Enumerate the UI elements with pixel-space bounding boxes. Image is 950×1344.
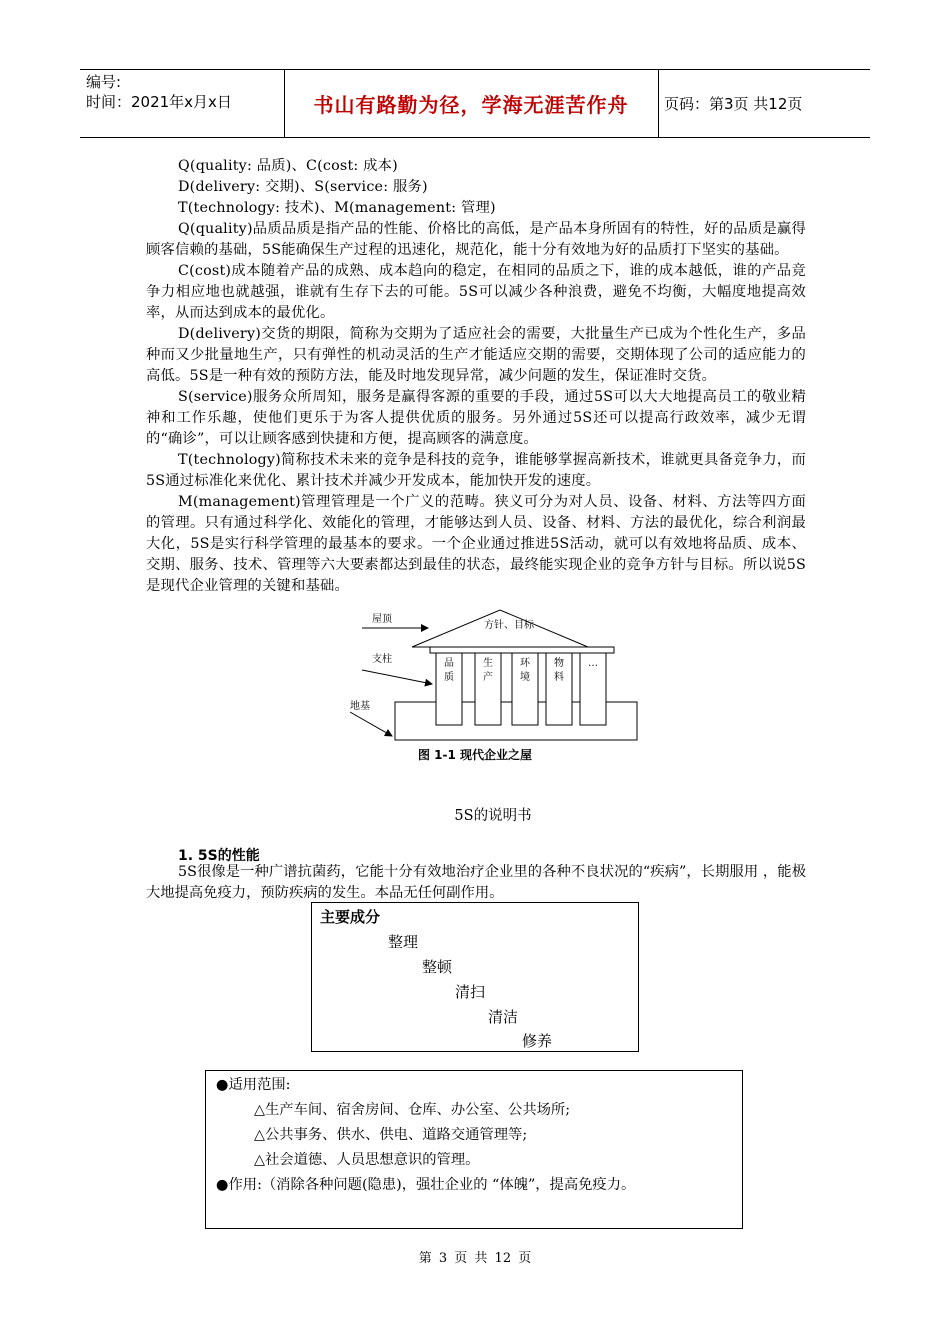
header-divider: [658, 70, 659, 137]
header-meta: [86, 72, 282, 112]
ingredient-item: 清洁: [488, 1008, 519, 1026]
paragraph-technology: T(technology)简称技术未来的竞争是科技的竞争，谁能够掌握高新技术，谁就更具备竞争力，而5S通过标准化来优化、累计技术并减少开发成本，能加快开发的速度。: [146, 452, 806, 489]
pillar-arrow: [362, 670, 432, 684]
paragraph-management: M(management)管理管理是一个广义的范畴。狭义可分为对人员、设备、材料、方法等四方面的管理。只有通过科学化、效能化的管理，才能够达到人员、设备、材料、方法的最优化，综合利润最大化，5S是实行科学管理的最基本的要求。一个企业通过推进5S活动，就可以有效地将品质、成本、交期、服务、技术、管理等六大要素都达到最佳的状态，最终能实现企业的竞争方针与目标。所以说5S是现代企业管理的关键和基础。: [146, 494, 806, 594]
text-line: D(delivery: 交期)、S(service: 服务): [178, 179, 428, 195]
header-motto: 书山有路勤为径，学海无涯苦作舟: [313, 93, 629, 117]
pillar-label: …: [588, 658, 598, 669]
ingredient-item: 整顿: [422, 958, 453, 976]
foundation-arrow: [350, 712, 392, 736]
ingredient-item: 整理: [388, 933, 419, 951]
text-line: T(technology: 技术)、M(management: 管理): [178, 200, 496, 216]
scope-item: △社会道德、人员思想意识的管理。: [254, 1152, 480, 1168]
paragraph-service: S(service)服务众所周知，服务是赢得客源的重要的手段，通过5S可以大大地提高员工的敬业精神和工作乐趣，使他们更乐于为客人提供优质的服务。另外通过5S还可以提高行政效率，减少无谓的“确诊”，可以让顾客感到快捷和方便，提高顾客的满意度。: [146, 389, 806, 447]
pillar-label: 环境: [520, 658, 530, 683]
pillar-label: 生产: [483, 658, 493, 683]
pillar-label: 物料: [554, 658, 564, 683]
paragraph-delivery: D(delivery)交货的期限，简称为交期为了适应社会的需要，大批量生产已成为个性化生产，多品种而又少批量地生产，只有弹性的机动灵活的生产才能适应交期的需要，交期体现了公司的适应能力的高低。5S是一种有效的预防方法，能及时地发现异常，减少问题的发生，保证准时交货。: [146, 326, 806, 384]
scope-item: △公共事务、供水、供电、道路交通管理等;: [254, 1127, 528, 1143]
section-subheading: 1. 5S的性能: [178, 848, 260, 864]
scope-effect: ●作用:（消除各种问题(隐患)，强壮企业的 “体魄”，提高免疫力。: [216, 1177, 636, 1193]
scope-item: △生产车间、宿舍房间、仓库、办公室、公共场所;: [254, 1102, 571, 1118]
figure-caption: 图 1-1 现代企业之屋: [417, 748, 533, 762]
doc-number-label: 编号:: [86, 73, 122, 91]
pillar-frame: [430, 647, 614, 653]
page-header: [80, 69, 870, 138]
ingredients-box: [311, 902, 639, 1052]
foundation-label: 地基: [350, 701, 370, 712]
ingredient-item: 修养: [522, 1032, 553, 1050]
scope-box: [205, 1070, 743, 1229]
body-text: [146, 156, 806, 597]
enterprise-house-diagram: [340, 606, 650, 750]
ingredient-item: 清扫: [455, 983, 486, 1001]
section-intro: [146, 862, 806, 904]
intro-paragraph: 5S很像是一种广谱抗菌药，它能十分有效地治疗企业里的各种不良状况的“疾病”，长期服用 ，能极大地提高免疫力，预防疾病的发生。本品无任何副作用。: [146, 864, 806, 901]
section-title: 5S的说明书: [454, 808, 532, 824]
roof-label: 屋顶: [372, 614, 392, 625]
paragraph-quality: Q(quality)品质品质是指产品的性能、价格比的高低，是产品本身所固有的特性，好的品质是赢得顾客信赖的基础，5S能确保生产过程的迅速化，规范化，能十分有效地为好的品质打下坚实的基础。: [146, 221, 806, 258]
doc-date: 时间：2021年x月x日: [86, 93, 232, 111]
roof-text: 方针、目标: [484, 620, 534, 631]
text-line: Q(quality: 品质)、C(cost: 成本): [178, 158, 398, 174]
header-page-info: 页码：第3页 共12页: [664, 95, 803, 113]
paragraph-cost: C(cost)成本随着产品的成熟、成本趋向的稳定，在相同的品质之下，谁的成本越低，谁的产品竞争力相应地也就越强，谁就有生存下去的可能。5S可以减少各种浪费，避免不均衡，大幅度地提高效率，从而达到成本的最优化。: [146, 263, 806, 321]
pillar-label: 品质: [444, 658, 454, 683]
ingredients-title: 主要成分: [320, 908, 381, 926]
page-footer: 第 3 页 共 12 页: [418, 1251, 532, 1266]
pillar-label-text: 支柱: [372, 654, 392, 665]
scope-title: ●适用范围:: [216, 1077, 291, 1093]
